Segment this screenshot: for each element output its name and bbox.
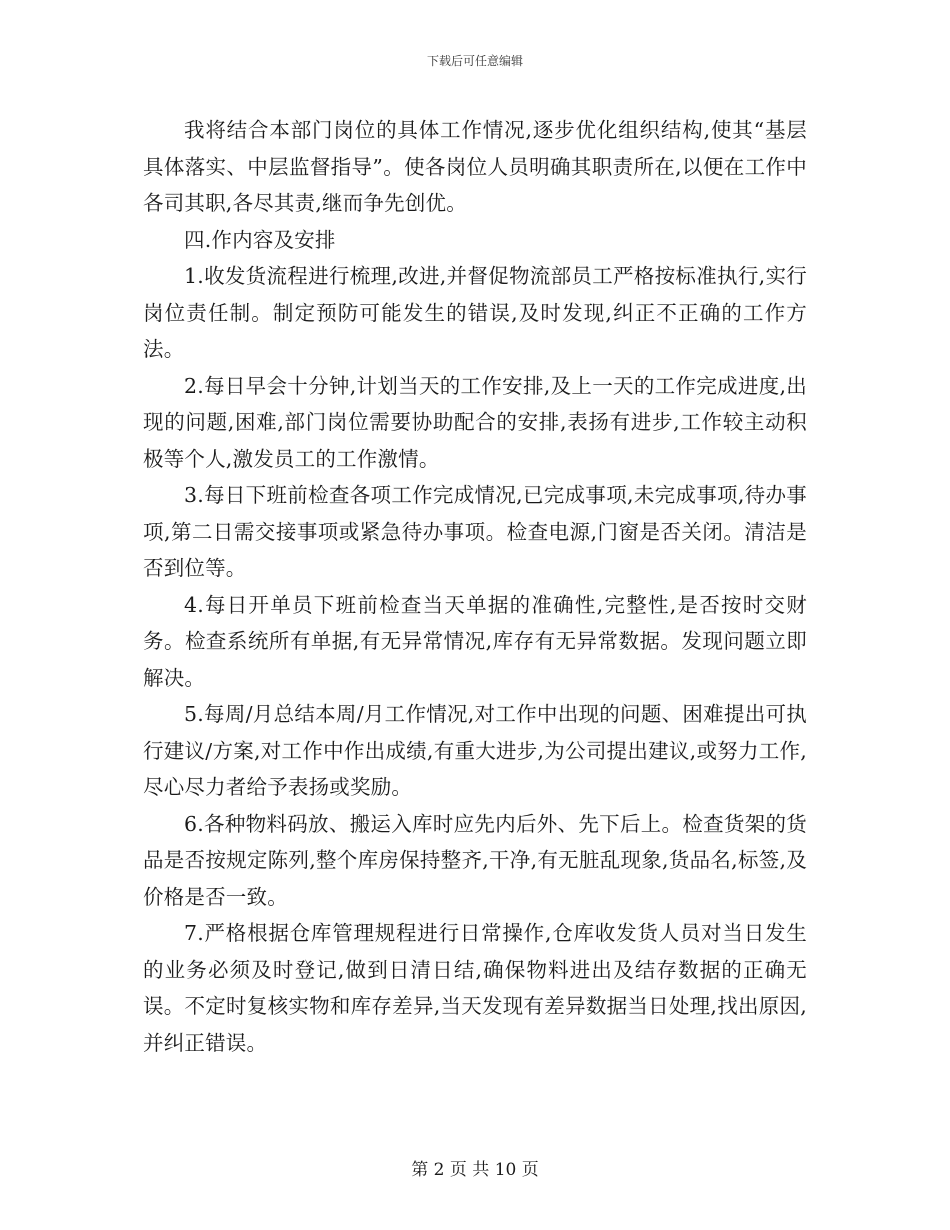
- document-body: [143, 112, 807, 1061]
- list-item-5: 5.每周/月总结本周/月工作情况,对工作中出现的问题、困难提出可执行建议/方案,对工作中作出成绩,有重大进步,为公司提出建议,或努力工作,尽心尽力者给予表扬或奖励。: [143, 702, 807, 799]
- list-item-7: 7.严格根据仓库管理规程进行日常操作,仓库收发货人员对当日发生的业务必须及时登记,做到日清日结,确保物料进出及结存数据的正确无误。不定时复核实物和库存差异,当天发现有差异数据当日处理,找出原因,并纠正错误。: [143, 921, 807, 1055]
- section-heading: 四.作内容及安排: [184, 227, 336, 252]
- page-header: 下载后可任意编辑: [426, 54, 523, 68]
- list-item-4: 4.每日开单员下班前检查当天单据的准确性,完整性,是否按时交财务。检查系统所有单据,有无异常情况,库存有无异常数据。发现问题立即解决。: [143, 592, 807, 690]
- page-number: 第 2 页 共 10 页: [411, 1160, 539, 1180]
- list-item-6: 6.各种物料码放、搬运入库时应先内后外、先下后上。检查货架的货品是否按规定陈列,整个库房保持整齐,干净,有无脏乱现象,货品名,标签,及价格是否一致。: [143, 811, 807, 909]
- list-item-1: 1.收发货流程进行梳理,改进,并督促物流部员工严格按标准执行,实行岗位责任制。制定预防可能发生的错误,及时发现,纠正不正确的工作方法。: [143, 264, 807, 361]
- list-item-2: 2.每日早会十分钟,计划当天的工作安排,及上一天的工作完成进度,出现的问题,困难,部门岗位需要协助配合的安排,表扬有进步,工作较主动积极等个人,激发员工的工作激情。: [143, 373, 807, 471]
- paragraph-intro: 我将结合本部门岗位的具体工作情况,逐步优化组织结构,使其“基层具体落实、中层监督指导”。使各岗位人员明确其职责所在,以便在工作中各司其职,各尽其责,继而争先创优。: [143, 118, 807, 215]
- list-item-3: 3.每日下班前检查各项工作完成情况,已完成事项,未完成事项,待办事项,第二日需交接事项或紧急待办事项。检查电源,门窗是否关闭。清洁是否到位等。: [143, 483, 807, 580]
